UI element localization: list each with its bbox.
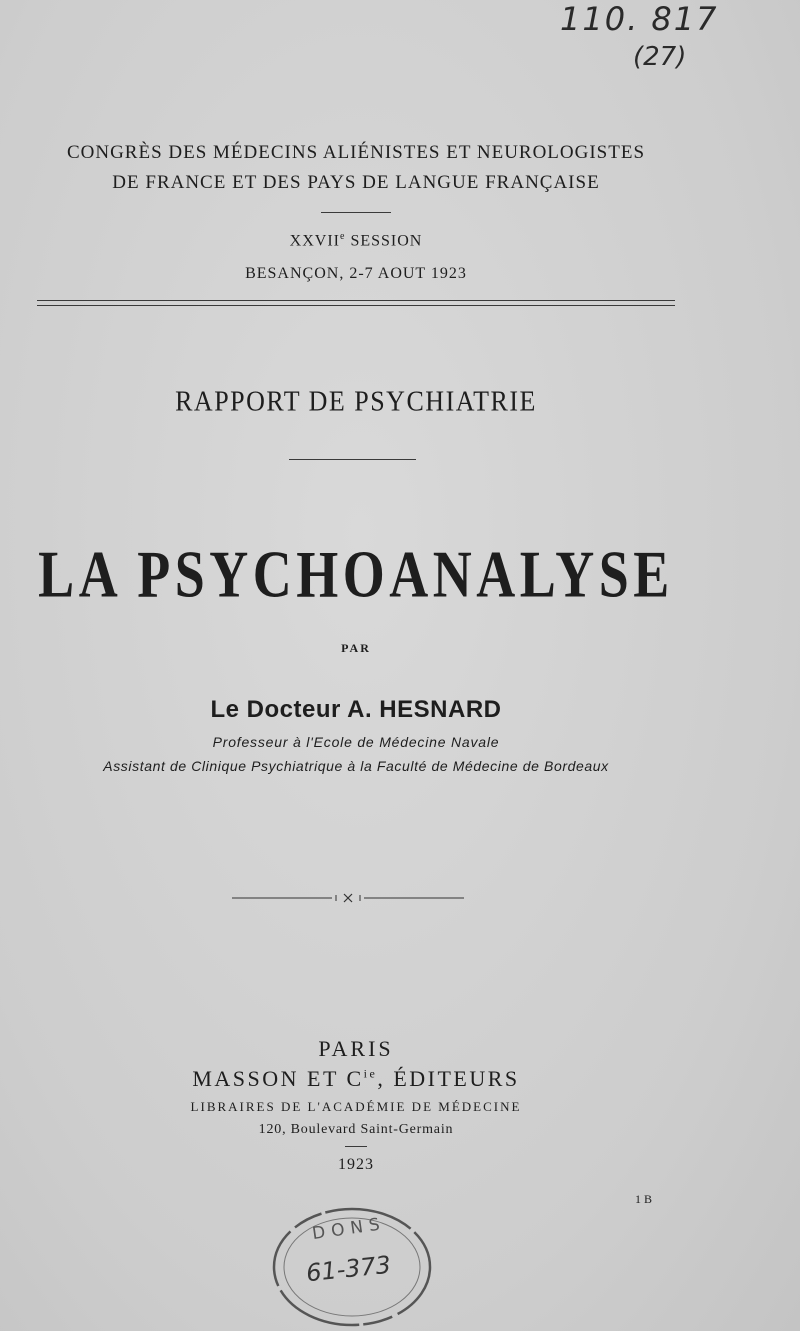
session-number: XXVII xyxy=(289,232,340,250)
stamp-text: DONS xyxy=(310,1213,388,1245)
congress-title-line2: DE FRANCE ET DES PAYS DE LANGUE FRANÇAISE xyxy=(112,172,600,193)
author-name: Le Docteur A. HESNARD xyxy=(210,696,502,723)
publisher-name-suffix: , ÉDITEURS xyxy=(377,1066,520,1091)
library-stamp xyxy=(268,1205,438,1330)
session-suffix: e xyxy=(339,231,346,242)
signature-mark: 1 B xyxy=(634,1192,652,1206)
report-rule xyxy=(289,459,416,460)
author-affiliation2: Assistant de Clinique Psychiatrique à la Faculté de Médecine de Bordeaux xyxy=(103,758,609,774)
report-type: RAPPORT DE PSYCHIATRIE xyxy=(175,385,537,418)
location-date: BESANÇON, 2-7 AOUT 1923 xyxy=(245,265,467,282)
double-rule-bottom xyxy=(37,305,675,306)
publication-year: 1923 xyxy=(338,1156,374,1173)
publisher-role: LIBRAIRES DE L'ACADÉMIE DE MÉDECINE xyxy=(190,1099,522,1114)
publisher-name-prefix: MASSON ET C xyxy=(192,1066,364,1091)
par-label: PAR xyxy=(341,641,371,655)
publisher-name xyxy=(0,1066,712,1092)
handwritten-call-number: 110. 817 xyxy=(560,0,719,38)
double-rule-top xyxy=(37,300,675,301)
congress-title-line1: CONGRÈS DES MÉDECINS ALIÉNISTES ET NEUROLOGISTES xyxy=(66,142,646,163)
header-short-rule xyxy=(321,212,391,213)
main-title: LA PSYCHOANALYSE xyxy=(38,536,674,611)
stamp-number: 61-373 xyxy=(304,1250,393,1288)
ornamental-rule xyxy=(232,890,464,906)
session-label: SESSION xyxy=(350,232,423,250)
publisher-address: 120, Boulevard Saint-Germain xyxy=(258,1122,454,1137)
handwritten-volume: (27) xyxy=(633,42,687,72)
session-line xyxy=(0,231,712,250)
publisher-name-sup: ie xyxy=(363,1066,378,1081)
year-rule xyxy=(345,1146,367,1147)
publisher-city: PARIS xyxy=(318,1036,394,1061)
author-affiliation1: Professeur à l'Ecole de Médecine Navale xyxy=(212,734,500,750)
